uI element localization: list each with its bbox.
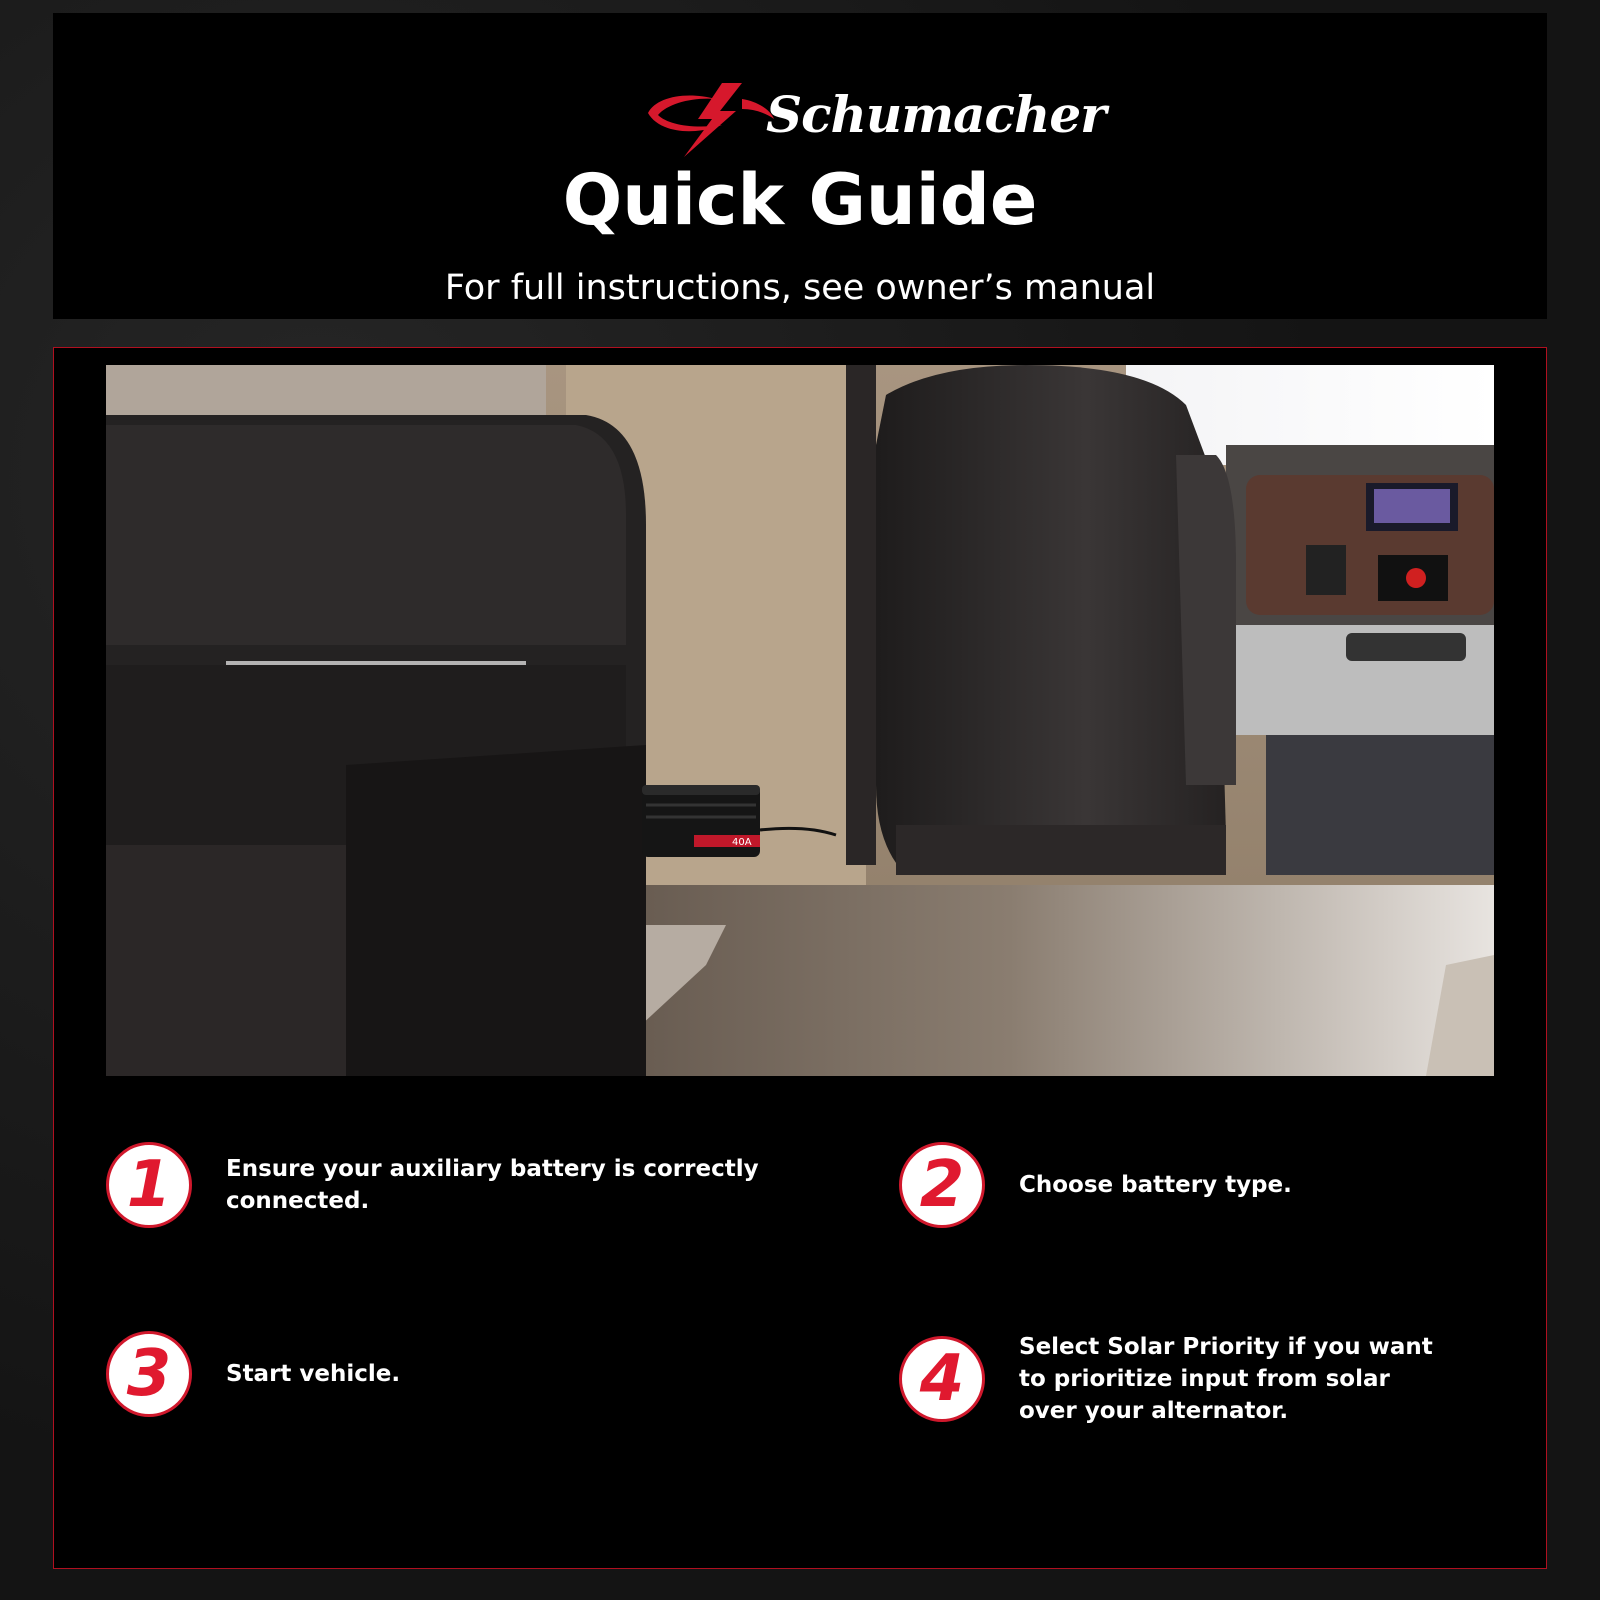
step-number-badge: 4: [899, 1336, 985, 1422]
header: [53, 13, 1547, 319]
step-text: Select Solar Priority if you want to prioritize input from solar over your alternator.: [1019, 1334, 1433, 1424]
step-3: [106, 1331, 846, 1417]
brand-logo: [646, 79, 1106, 163]
step-number-badge: 2: [899, 1142, 985, 1228]
step-1: [106, 1142, 846, 1228]
step-2: [899, 1142, 1539, 1228]
step-number-badge: 3: [106, 1331, 192, 1417]
step-text: Choose battery type.: [1019, 1172, 1292, 1198]
step-number-badge: 1: [106, 1142, 192, 1228]
guide-panel: [53, 347, 1547, 1569]
step-text: Start vehicle.: [226, 1361, 401, 1387]
lightning-swoosh-icon: [646, 79, 776, 163]
step-text: Ensure your auxiliary battery is correctly connected.: [226, 1156, 759, 1214]
page-title: Quick Guide: [562, 159, 1038, 241]
brand-wordmark: Schumacher: [766, 85, 1106, 144]
page-subtitle: For full instructions, see owner’s manual: [444, 268, 1156, 308]
step-4: [899, 1331, 1449, 1427]
charger-label: 40A: [732, 837, 752, 848]
rv-interior-photo: [106, 365, 1494, 1076]
